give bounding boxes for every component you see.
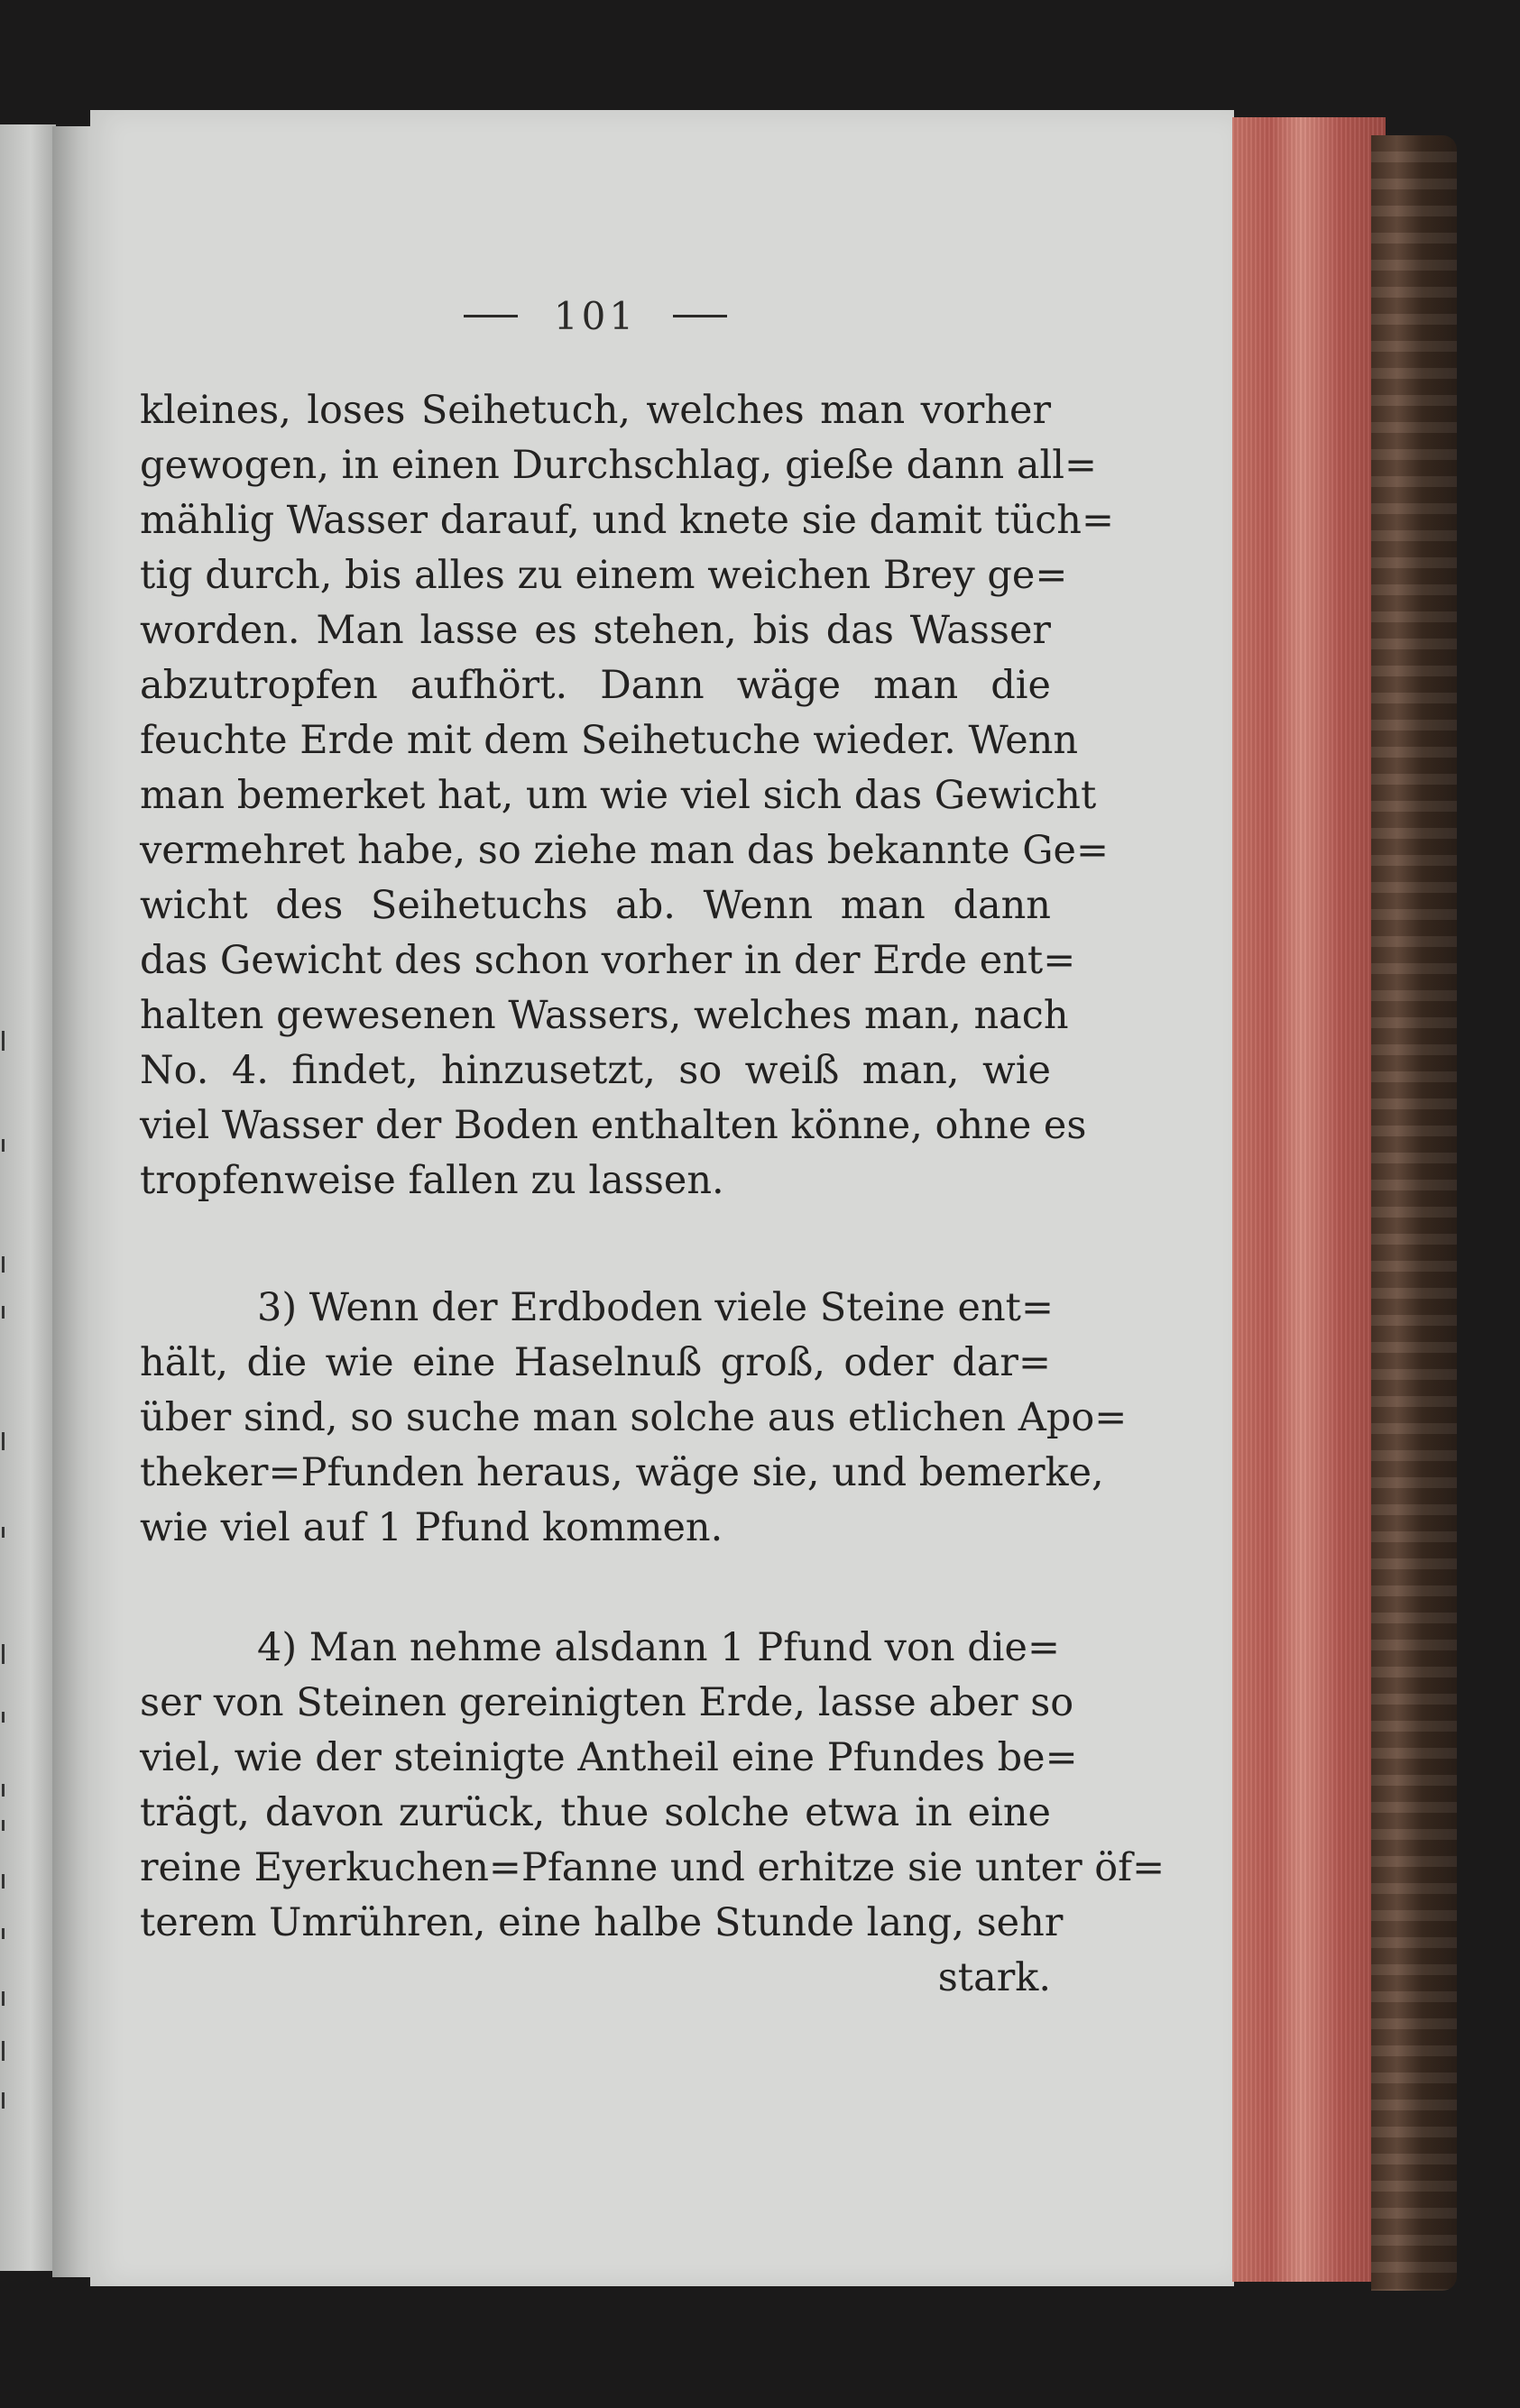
paragraph bbox=[140, 383, 1114, 1209]
header-dash-left bbox=[464, 315, 518, 317]
text-line: halten gewesenen Wassers, welches man, nach bbox=[140, 993, 1069, 1038]
text-line: über sind, so suche man solche aus etlichen Apo= bbox=[140, 1395, 1128, 1440]
catchword: stark. bbox=[937, 1955, 1051, 2000]
text-line: tig durch, bis alles zu einem weichen Brey ge= bbox=[140, 553, 1068, 598]
text-line: wie viel auf 1 Pfund kommen. bbox=[140, 1505, 723, 1550]
text-line: terem Umrühren, eine halbe Stunde lang, sehr bbox=[140, 1900, 1064, 1945]
text-line: vermehret habe, so ziehe man das bekannte Ge= bbox=[140, 828, 1110, 873]
text-line: mählig Wasser darauf, und knete sie damit tüch= bbox=[140, 498, 1114, 543]
text-line: No. 4. findet, hinzusetzt, so weiß man, wie bbox=[140, 1048, 1051, 1093]
text-line: worden. Man lasse es stehen, bis das Wasser bbox=[140, 608, 1051, 653]
page-number: 101 bbox=[553, 293, 638, 338]
paragraph bbox=[140, 1621, 1165, 1951]
text-line: tropfenweise fallen zu lassen. bbox=[140, 1158, 724, 1203]
text-line: reine Eyerkuchen=Pfanne und erhitze sie unter öf= bbox=[140, 1845, 1165, 1890]
text-line: 4) Man nehme alsdann 1 Pfund von die= bbox=[257, 1625, 1060, 1670]
text-line: theker=Pfunden heraus, wäge sie, und bemerke, bbox=[140, 1450, 1104, 1495]
text-line: abzutropfen aufhört. Dann wäge man die bbox=[140, 663, 1051, 708]
leather-cover bbox=[1371, 135, 1457, 2291]
paragraph-gap bbox=[140, 1556, 1051, 1621]
text-line: das Gewicht des schon vorher in der Erde ent= bbox=[140, 938, 1076, 983]
text-line: viel Wasser der Boden enthalten könne, ohne es bbox=[140, 1103, 1087, 1148]
text-line: trägt, davon zurück, thue solche etwa in eine bbox=[140, 1790, 1051, 1835]
text-line: wicht des Seihetuchs ab. Wenn man dann bbox=[140, 883, 1051, 928]
text-line: feuchte Erde mit dem Seihetuche wieder. Wenn bbox=[140, 718, 1079, 763]
red-page-edges bbox=[1232, 117, 1386, 2282]
paragraph-gap bbox=[140, 1209, 1051, 1281]
left-page-bleed-marks bbox=[0, 124, 27, 2271]
text-line: kleines, loses Seihetuch, welches man vorher bbox=[140, 388, 1051, 433]
page-header bbox=[433, 289, 758, 343]
page-body bbox=[140, 383, 1165, 2006]
text-line: hält, die wie eine Haselnuß groß, oder dar= bbox=[140, 1340, 1051, 1385]
header-dash-right bbox=[673, 315, 727, 317]
text-line: man bemerket hat, um wie viel sich das Gewicht bbox=[140, 773, 1097, 818]
paragraph bbox=[140, 1281, 1128, 1556]
text-line: 3) Wenn der Erdboden viele Steine ent= bbox=[257, 1285, 1054, 1330]
text-line: gewogen, in einen Durchschlag, gieße dann all= bbox=[140, 443, 1098, 488]
text-line: ser von Steinen gereinigten Erde, lasse aber so bbox=[140, 1680, 1074, 1725]
text-line: viel, wie der steinigte Antheil eine Pfundes be= bbox=[140, 1735, 1078, 1780]
page-gutter bbox=[52, 126, 96, 2277]
